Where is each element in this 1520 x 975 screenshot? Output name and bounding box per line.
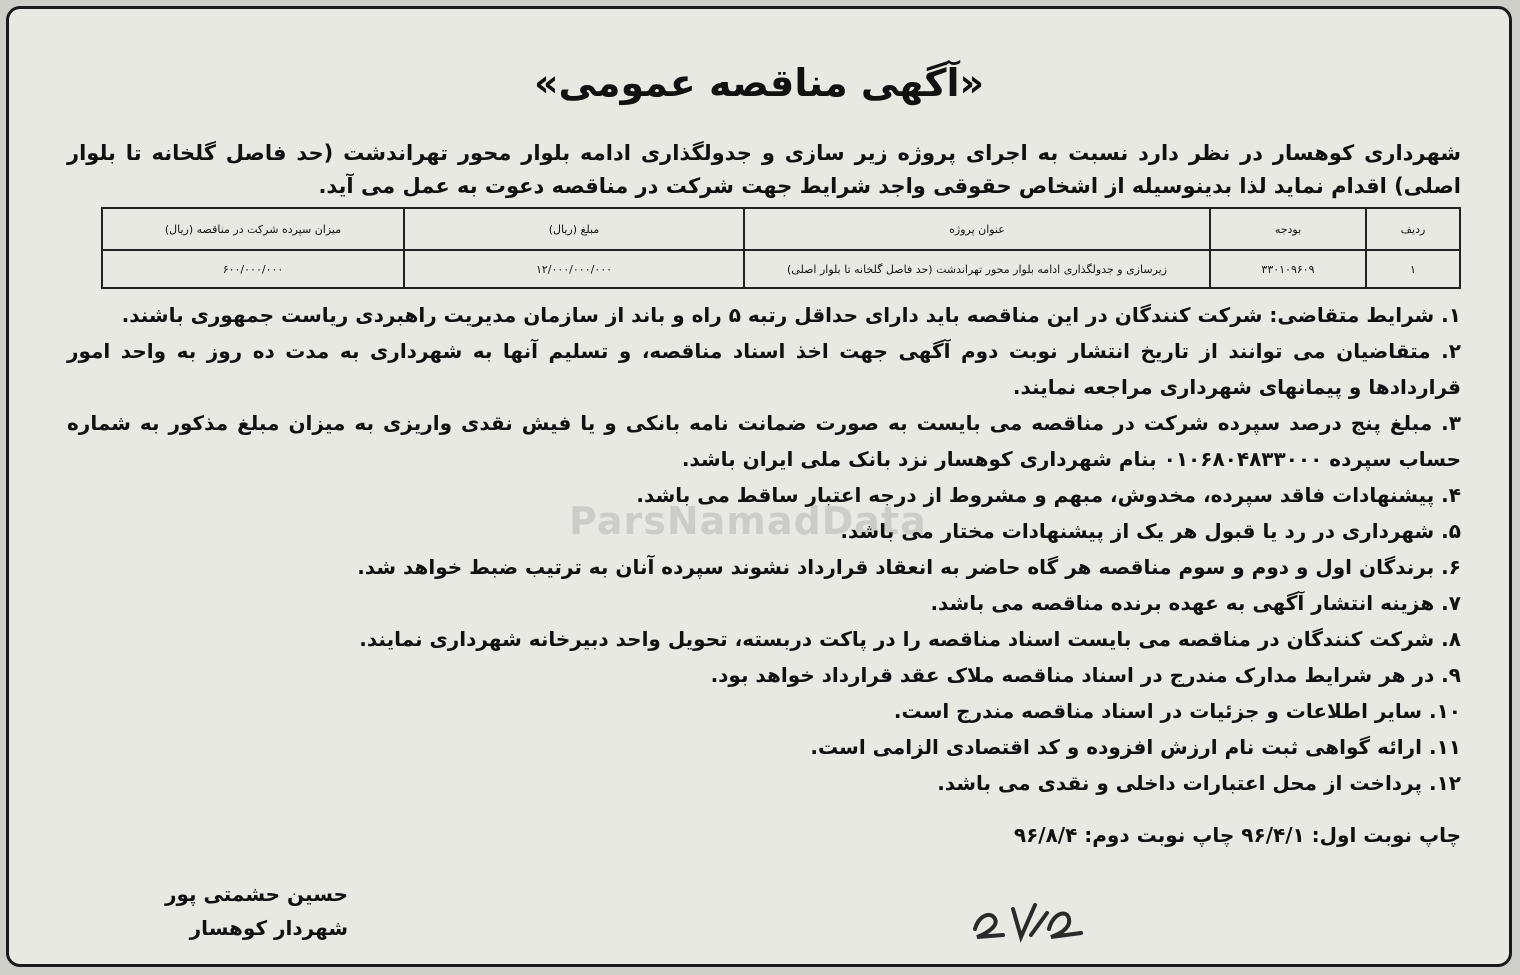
table-header-row: [102, 208, 1460, 250]
notice-title: «آگهی مناقصه عمومی»: [533, 61, 985, 105]
notice-intro: شهرداری کوهسار در نظر دارد نسبت به اجرای پروژه زیر سازی و جدولگذاری ادامه بلوار محور تهراندشت (حد فاصل گلخانه تا بلوار اصلی) اقدام نماید لذا بدینوسیله از اشخاص حقوقی واجد شرایط جهت شرکت در مناقصه دعوت به عمل می آید.: [67, 141, 1461, 198]
condition-item: ۸. شرکت کنندگان در مناقصه می بایست اسناد مناقصه را در پاکت دربسته، تحویل واحد دبیرخانه شهرداری نمایند.: [359, 627, 1461, 651]
condition-item: ۴. پیشنهادات فاقد سپرده، مخدوش، مبهم و مشروط از درجه اعتبار ساقط می باشد.: [636, 483, 1461, 507]
condition-item: ۶. برندگان اول و دوم و سوم مناقصه هر گاه حاضر به انعقاد قرارداد نشوند سپرده آنان به ترتیب ضبط خواهد شد.: [357, 555, 1461, 579]
print-dates: چاپ نوبت اول: ۹۶/۴/۱ چاپ نوبت دوم: ۹۶/۸/۴: [1013, 823, 1461, 847]
signature-role: شهردار کوهسار: [189, 916, 348, 940]
condition-item: ۱. شرایط متقاضی: شرکت کنندگان در این مناقصه باید دارای حداقل رتبه ۵ راه و باند از سازمان مدیریت راهبردی ریاست جمهوری باشند.: [121, 303, 1461, 327]
signature-block: [165, 877, 348, 945]
header-row-number: ردیف: [1366, 208, 1460, 250]
header-budget: بودجه: [1210, 208, 1366, 250]
cell-project-title: زیرسازی و جدولگذاری ادامه بلوار محور تهراندشت (حد فاصل گلخانه تا بلوار اصلی): [744, 250, 1210, 288]
header-amount: مبلغ (ریال): [404, 208, 744, 250]
signature-name: حسین حشمتی پور: [165, 882, 348, 906]
header-deposit: میزان سپرده شرکت در مناقصه (ریال): [102, 208, 404, 250]
condition-item: ۳. مبلغ پنج درصد سپرده شرکت در مناقصه می بایست به صورت ضمانت نامه بانکی و یا فیش نقدی واریزی به میزان مبلغ مذکور به شماره حساب سپرده ۰۱۰۶۸۰۴۸۳۳۰۰۰ بنام شهرداری کوهسار نزد بانک ملی ایران باشد.: [67, 411, 1461, 471]
condition-item: ۱۲. پرداخت از محل اعتبارات داخلی و نقدی می باشد.: [937, 771, 1461, 795]
table-row: [102, 250, 1460, 288]
condition-item: ۱۱. ارائه گواهی ثبت نام ارزش افزوده و کد اقتصادی الزامی است.: [810, 735, 1461, 759]
watermark: ParsNamadData: [569, 499, 927, 543]
condition-item: ۵. شهرداری در رد یا قبول هر یک از پیشنهادات مختار می باشد.: [840, 519, 1461, 543]
condition-item: ۱۰. سایر اطلاعات و جزئیات در اسناد مناقصه مندرج است.: [893, 699, 1461, 723]
cell-amount: ۱۲/۰۰۰/۰۰۰/۰۰۰: [404, 250, 744, 288]
cell-deposit: ۶۰۰/۰۰۰/۰۰۰: [102, 250, 404, 288]
cell-budget: ۳۳۰۱۰۹۶۰۹: [1210, 250, 1366, 288]
condition-item: ۷. هزینه انتشار آگهی به عهده برنده مناقصه می باشد.: [930, 591, 1461, 615]
project-table: [101, 207, 1461, 289]
header-project-title: عنوان پروژه: [744, 208, 1210, 250]
handwritten-note-signature: [969, 875, 1089, 945]
condition-item: ۲. متقاضیان می توانند از تاریخ انتشار نوبت دوم آگهی جهت اخذ اسناد مناقصه، و تسلیم آنها به شهرداری به مدت ده روز به واحد امور قراردادها و پیمانهای شهرداری مراجعه نمایند.: [67, 339, 1461, 399]
cell-row-number: ۱: [1366, 250, 1460, 288]
tender-notice: [6, 6, 1512, 967]
conditions-list: [67, 297, 1461, 801]
condition-item: ۹. در هر شرایط مدارک مندرج در اسناد مناقصه ملاک عقد قرارداد خواهد بود.: [710, 663, 1461, 687]
